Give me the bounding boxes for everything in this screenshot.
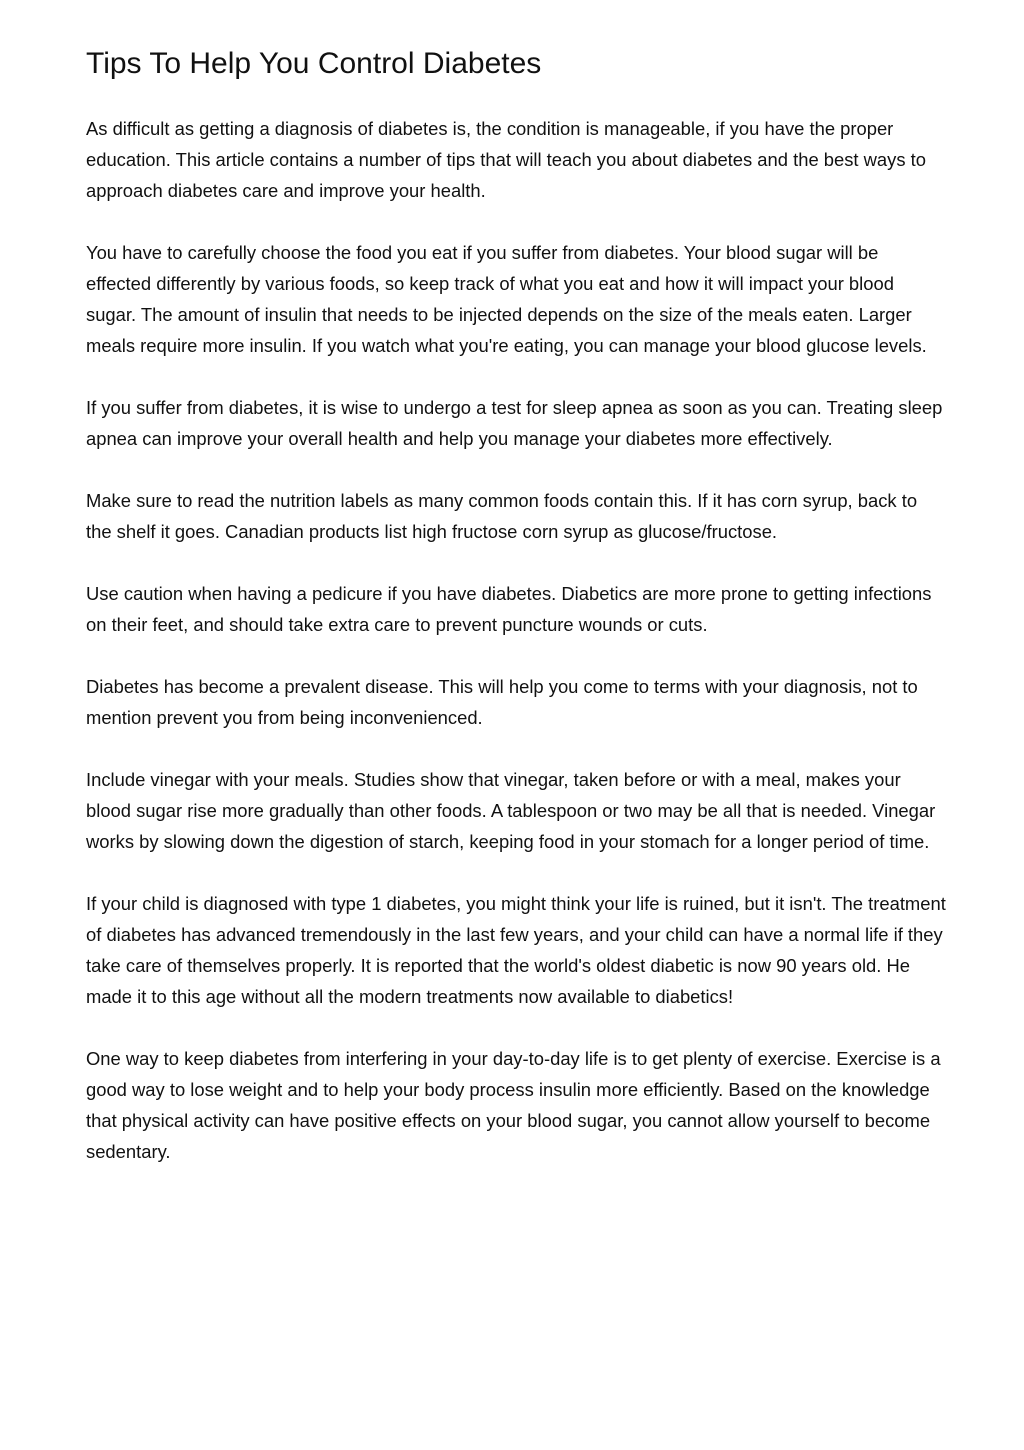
paragraph-5: Use caution when having a pedicure if you have diabetes. Diabetics are more prone to getting infections on their feet, and should take extra care to prevent puncture wounds or cuts.	[86, 583, 932, 635]
paragraph-3: If you suffer from diabetes, it is wise to undergo a test for sleep apnea as soon as you can. Treating sleep apnea can improve your overall health and help you manage your diabetes more effectively.	[86, 397, 943, 449]
document-body	[86, 113, 946, 1167]
paragraph-8: If your child is diagnosed with type 1 diabetes, you might think your life is ruined, but it isn't. The treatment of diabetes has advanced tremendously in the last few years, and your child can have a normal life if they take care of themselves properly. It is reported that the world's oldest diabetic is now 90 years old. He made it to this age without all the modern treatments now available to diabetics!	[86, 893, 946, 1007]
paragraph-6: Diabetes has become a prevalent disease. This will help you come to terms with your diagnosis, not to mention prevent you from being inconvenienced.	[86, 676, 918, 728]
paragraph-7: Include vinegar with your meals. Studies show that vinegar, taken before or with a meal, makes your blood sugar rise more gradually than other foods. A tablespoon or two may be all that is needed. Vinegar works by slowing down the digestion of starch, keeping food in your stomach for a longer period of time.	[86, 769, 936, 852]
paragraph-1: As difficult as getting a diagnosis of diabetes is, the condition is manageable, if you have the proper education. This article contains a number of tips that will teach you about diabetes and the best ways to approach diabetes care and improve your health.	[86, 118, 926, 201]
paragraph-9: One way to keep diabetes from interfering in your day-to-day life is to get plenty of exercise. Exercise is a good way to lose weight and to help your body process insulin more efficiently. Based on the knowledge that physical activity can have positive effects on your blood sugar, you cannot allow yourself to become sedentary.	[86, 1048, 941, 1162]
paragraph-2: You have to carefully choose the food you eat if you suffer from diabetes. Your blood sugar will be effected differently by various foods, so keep track of what you eat and how it will impact your blood sugar. The amount of insulin that needs to be injected depends on the size of the meals eaten. Larger meals require more insulin. If you watch what you're eating, you can manage your blood glucose levels.	[86, 242, 927, 356]
paragraph-4: Make sure to read the nutrition labels as many common foods contain this. If it has corn syrup, back to the shelf it goes. Canadian products list high fructose corn syrup as glucose/fructose.	[86, 490, 918, 542]
document-title: Tips To Help You Control Diabetes	[86, 47, 542, 80]
